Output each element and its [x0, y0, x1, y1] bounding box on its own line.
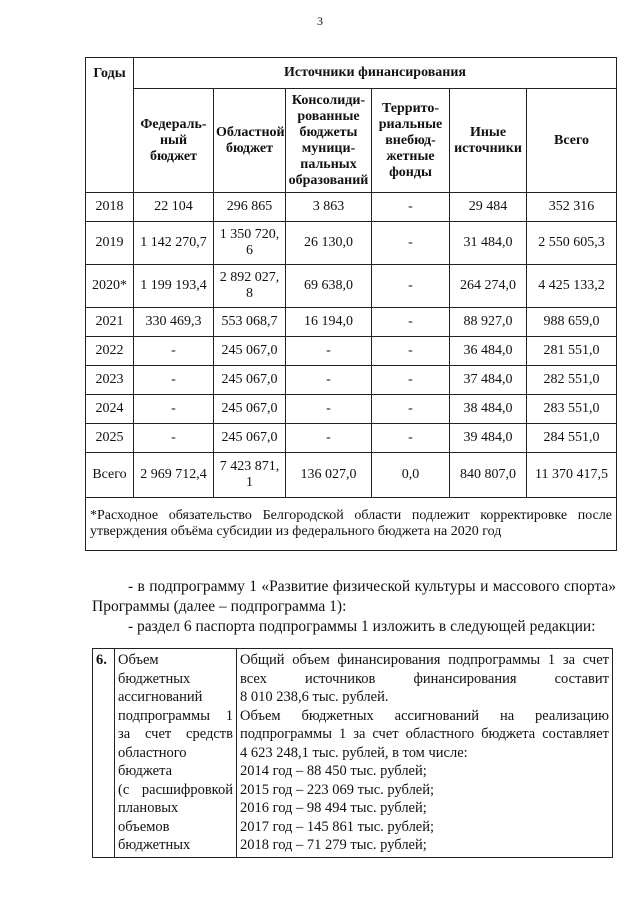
- row-year: 2023: [86, 366, 134, 395]
- cell: 2 550 605,3: [527, 222, 617, 265]
- row-year: 2024: [86, 395, 134, 424]
- cell: 2 969 712,4: [134, 453, 214, 498]
- table-row: [86, 453, 617, 498]
- cell: 88 927,0: [450, 308, 527, 337]
- paragraph-subprogram-1: - в подпрограмму 1 «Развитие физической культуры и массового спорта» Программы (далее – подпрограмма 1):: [92, 578, 616, 615]
- cell: -: [372, 337, 450, 366]
- table-row: [86, 222, 617, 265]
- table-row: [86, 366, 617, 395]
- passport-right-line: 2016 год – 98 494 тыс. рублей;: [240, 800, 427, 816]
- cell: 11 370 417,5: [527, 453, 617, 498]
- header-sources: Источники финансирования: [134, 58, 617, 89]
- cell: -: [372, 424, 450, 453]
- subheader-5: Всего: [527, 89, 617, 193]
- cell: -: [286, 395, 372, 424]
- passport-left-line: за счет средств: [118, 726, 233, 742]
- passport-right-line: Объем бюджетных ассигнований на реализацию: [240, 707, 609, 724]
- cell: 1 142 270,7: [134, 222, 214, 265]
- cell: 1 199 193,4: [134, 265, 214, 308]
- cell: 36 484,0: [450, 337, 527, 366]
- row-year: 2021: [86, 308, 134, 337]
- cell: 136 027,0: [286, 453, 372, 498]
- passport-right-line: 8 010 238,6 тыс. рублей.: [240, 689, 389, 705]
- row-year: 2025: [86, 424, 134, 453]
- table-footnote: *Расходное обязательство Белгородской области подлежит корректировке после утверждения объёма субсидии из федерального бюджета на 2020 год: [86, 498, 617, 551]
- row-year: Всего: [86, 453, 134, 498]
- cell: -: [286, 366, 372, 395]
- cell: 39 484,0: [450, 424, 527, 453]
- cell: -: [372, 222, 450, 265]
- passport-left-line: подпрограммы 1: [118, 707, 233, 724]
- cell: -: [372, 265, 450, 308]
- passport-left-line: областного: [118, 744, 187, 761]
- cell: -: [372, 395, 450, 424]
- cell: 840 807,0: [450, 453, 527, 498]
- passport-table: [92, 648, 613, 858]
- header-years: Годы: [86, 58, 134, 193]
- cell: 296 865: [214, 193, 286, 222]
- passport-right-line: 2018 год – 71 279 тыс. рублей;: [240, 837, 427, 853]
- table-row: [86, 308, 617, 337]
- passport-left-line: бюджетных: [118, 670, 191, 687]
- passport-right-line: Общий объем финансирования подпрограммы 1 за счет: [240, 652, 609, 668]
- passport-right-line: всех источников финансирования составит: [240, 670, 609, 687]
- cell: -: [372, 308, 450, 337]
- cell: 31 484,0: [450, 222, 527, 265]
- cell: 1 350 720, 6: [214, 222, 286, 265]
- cell: -: [134, 366, 214, 395]
- passport-right-line: 2017 год – 145 861 тыс. рублей;: [240, 818, 435, 835]
- passport-right-line: 2014 год – 88 450 тыс. рублей;: [240, 763, 427, 779]
- passport-left-cell: [115, 649, 237, 858]
- cell: -: [372, 193, 450, 222]
- cell: 282 551,0: [527, 366, 617, 395]
- cell: 245 067,0: [214, 366, 286, 395]
- cell: 69 638,0: [286, 265, 372, 308]
- cell: 16 194,0: [286, 308, 372, 337]
- table-row: [86, 337, 617, 366]
- row-year: 2020*: [86, 265, 134, 308]
- table-row: [86, 395, 617, 424]
- cell: 553 068,7: [214, 308, 286, 337]
- cell: 264 274,0: [450, 265, 527, 308]
- passport-left-line: ассигнований: [118, 689, 203, 705]
- passport-left-line: бюджета: [118, 763, 173, 779]
- table-row: [86, 193, 617, 222]
- row-year: 2018: [86, 193, 134, 222]
- cell: 245 067,0: [214, 424, 286, 453]
- cell: -: [372, 366, 450, 395]
- cell: 22 104: [134, 193, 214, 222]
- cell: -: [134, 424, 214, 453]
- table-row: [86, 424, 617, 453]
- cell: 29 484: [450, 193, 527, 222]
- subheader-3: Террито- риальные внебюд- жетные фонды: [372, 89, 450, 193]
- cell: 0,0: [372, 453, 450, 498]
- cell: 4 425 133,2: [527, 265, 617, 308]
- cell: -: [286, 424, 372, 453]
- table-row: [86, 265, 617, 308]
- cell: 3 863: [286, 193, 372, 222]
- passport-right-line: 4 623 248,1 тыс. рублей, в том числе:: [240, 744, 468, 761]
- passport-left-line: Объем: [118, 652, 159, 668]
- cell: -: [134, 337, 214, 366]
- cell: 283 551,0: [527, 395, 617, 424]
- passport-left-line: объемов: [118, 818, 170, 835]
- cell: -: [134, 395, 214, 424]
- page-number: 3: [317, 14, 323, 28]
- subheader-1: Областной бюджет: [214, 89, 286, 193]
- row-year: 2022: [86, 337, 134, 366]
- cell: 245 067,0: [214, 337, 286, 366]
- passport-section-number: 6.: [93, 649, 115, 858]
- passport-left-line: (с расшифровкой: [118, 781, 233, 798]
- subheader-0: Федераль- ный бюджет: [134, 89, 214, 193]
- paragraph-section-6: - раздел 6 паспорта подпрограммы 1 изложить в следующей редакции:: [128, 618, 596, 635]
- cell: 2 892 027, 8: [214, 265, 286, 308]
- cell: 26 130,0: [286, 222, 372, 265]
- financing-table: [85, 57, 617, 551]
- cell: 330 469,3: [134, 308, 214, 337]
- passport-right-cell: [237, 649, 613, 858]
- passport-right-line: подпрограммы 1 за счет областного бюджета составляет: [240, 726, 609, 742]
- cell: 245 067,0: [214, 395, 286, 424]
- passport-left-line: плановых: [118, 800, 179, 816]
- cell: 38 484,0: [450, 395, 527, 424]
- cell: 988 659,0: [527, 308, 617, 337]
- subheader-4: Иные источники: [450, 89, 527, 193]
- row-year: 2019: [86, 222, 134, 265]
- cell: 281 551,0: [527, 337, 617, 366]
- cell: 352 316: [527, 193, 617, 222]
- passport-left-line: бюджетных: [118, 837, 191, 853]
- passport-right-line: 2015 год – 223 069 тыс. рублей;: [240, 781, 435, 798]
- cell: 7 423 871, 1: [214, 453, 286, 498]
- cell: 37 484,0: [450, 366, 527, 395]
- cell: -: [286, 337, 372, 366]
- subheader-2: Консолиди- рованные бюджеты муници- пальных образований: [286, 89, 372, 193]
- cell: 284 551,0: [527, 424, 617, 453]
